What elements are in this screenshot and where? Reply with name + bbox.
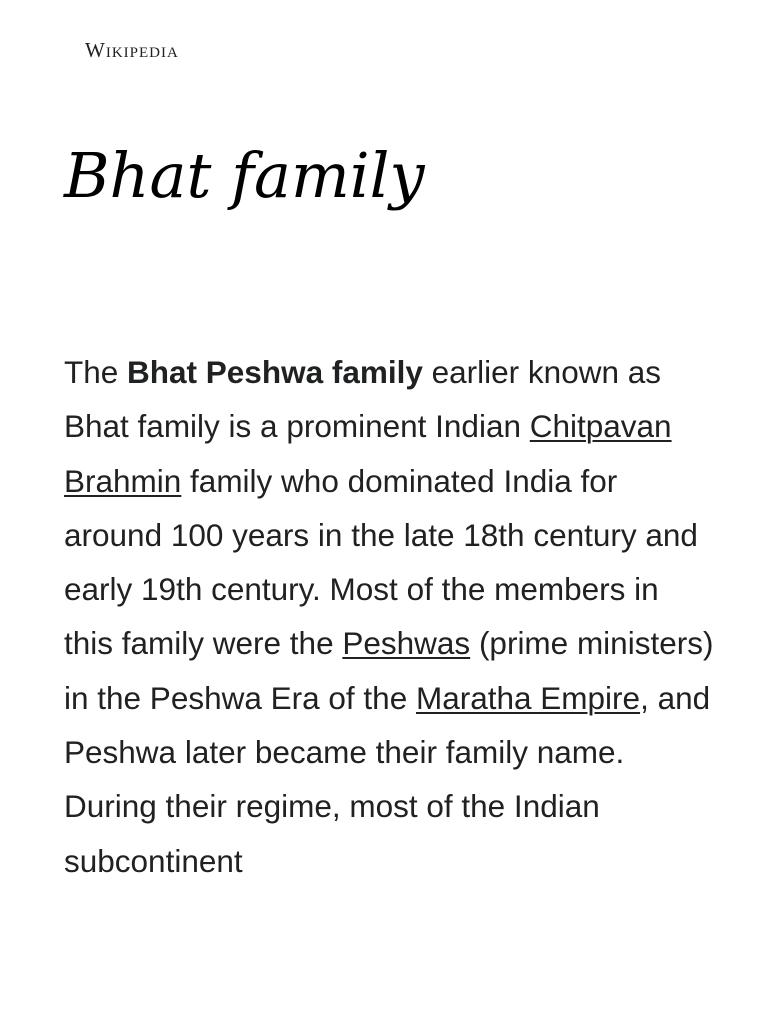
link-chitpavan[interactable]: Chitpavan — [529, 408, 672, 445]
text-segment: earlier known as Bhat family is a prominent Indian — [64, 354, 662, 445]
bold-subject-name: Bhat Peshwa family — [127, 354, 423, 390]
article-lead-paragraph — [64, 345, 714, 888]
text-segment: The — [64, 354, 128, 390]
page-title: Bhat family — [64, 139, 425, 212]
text-segment: family who dominated India for around 100 years in the late 18th century and early 19th century. Most of the members in this family were the — [64, 462, 698, 662]
wikipedia-wordmark-link[interactable]: Wikipedia — [85, 38, 179, 62]
link-maratha-empire[interactable]: Maratha Empire — [415, 679, 641, 716]
link-brahmin[interactable]: Brahmin — [64, 462, 182, 499]
text-segment: , and Peshwa later became their family name. During their regime, most of the Indian subcontinent — [64, 679, 711, 879]
link-peshwas[interactable]: Peshwas — [342, 625, 471, 662]
text-segment: (prime ministers) in the Peshwa Era of the — [64, 625, 714, 716]
